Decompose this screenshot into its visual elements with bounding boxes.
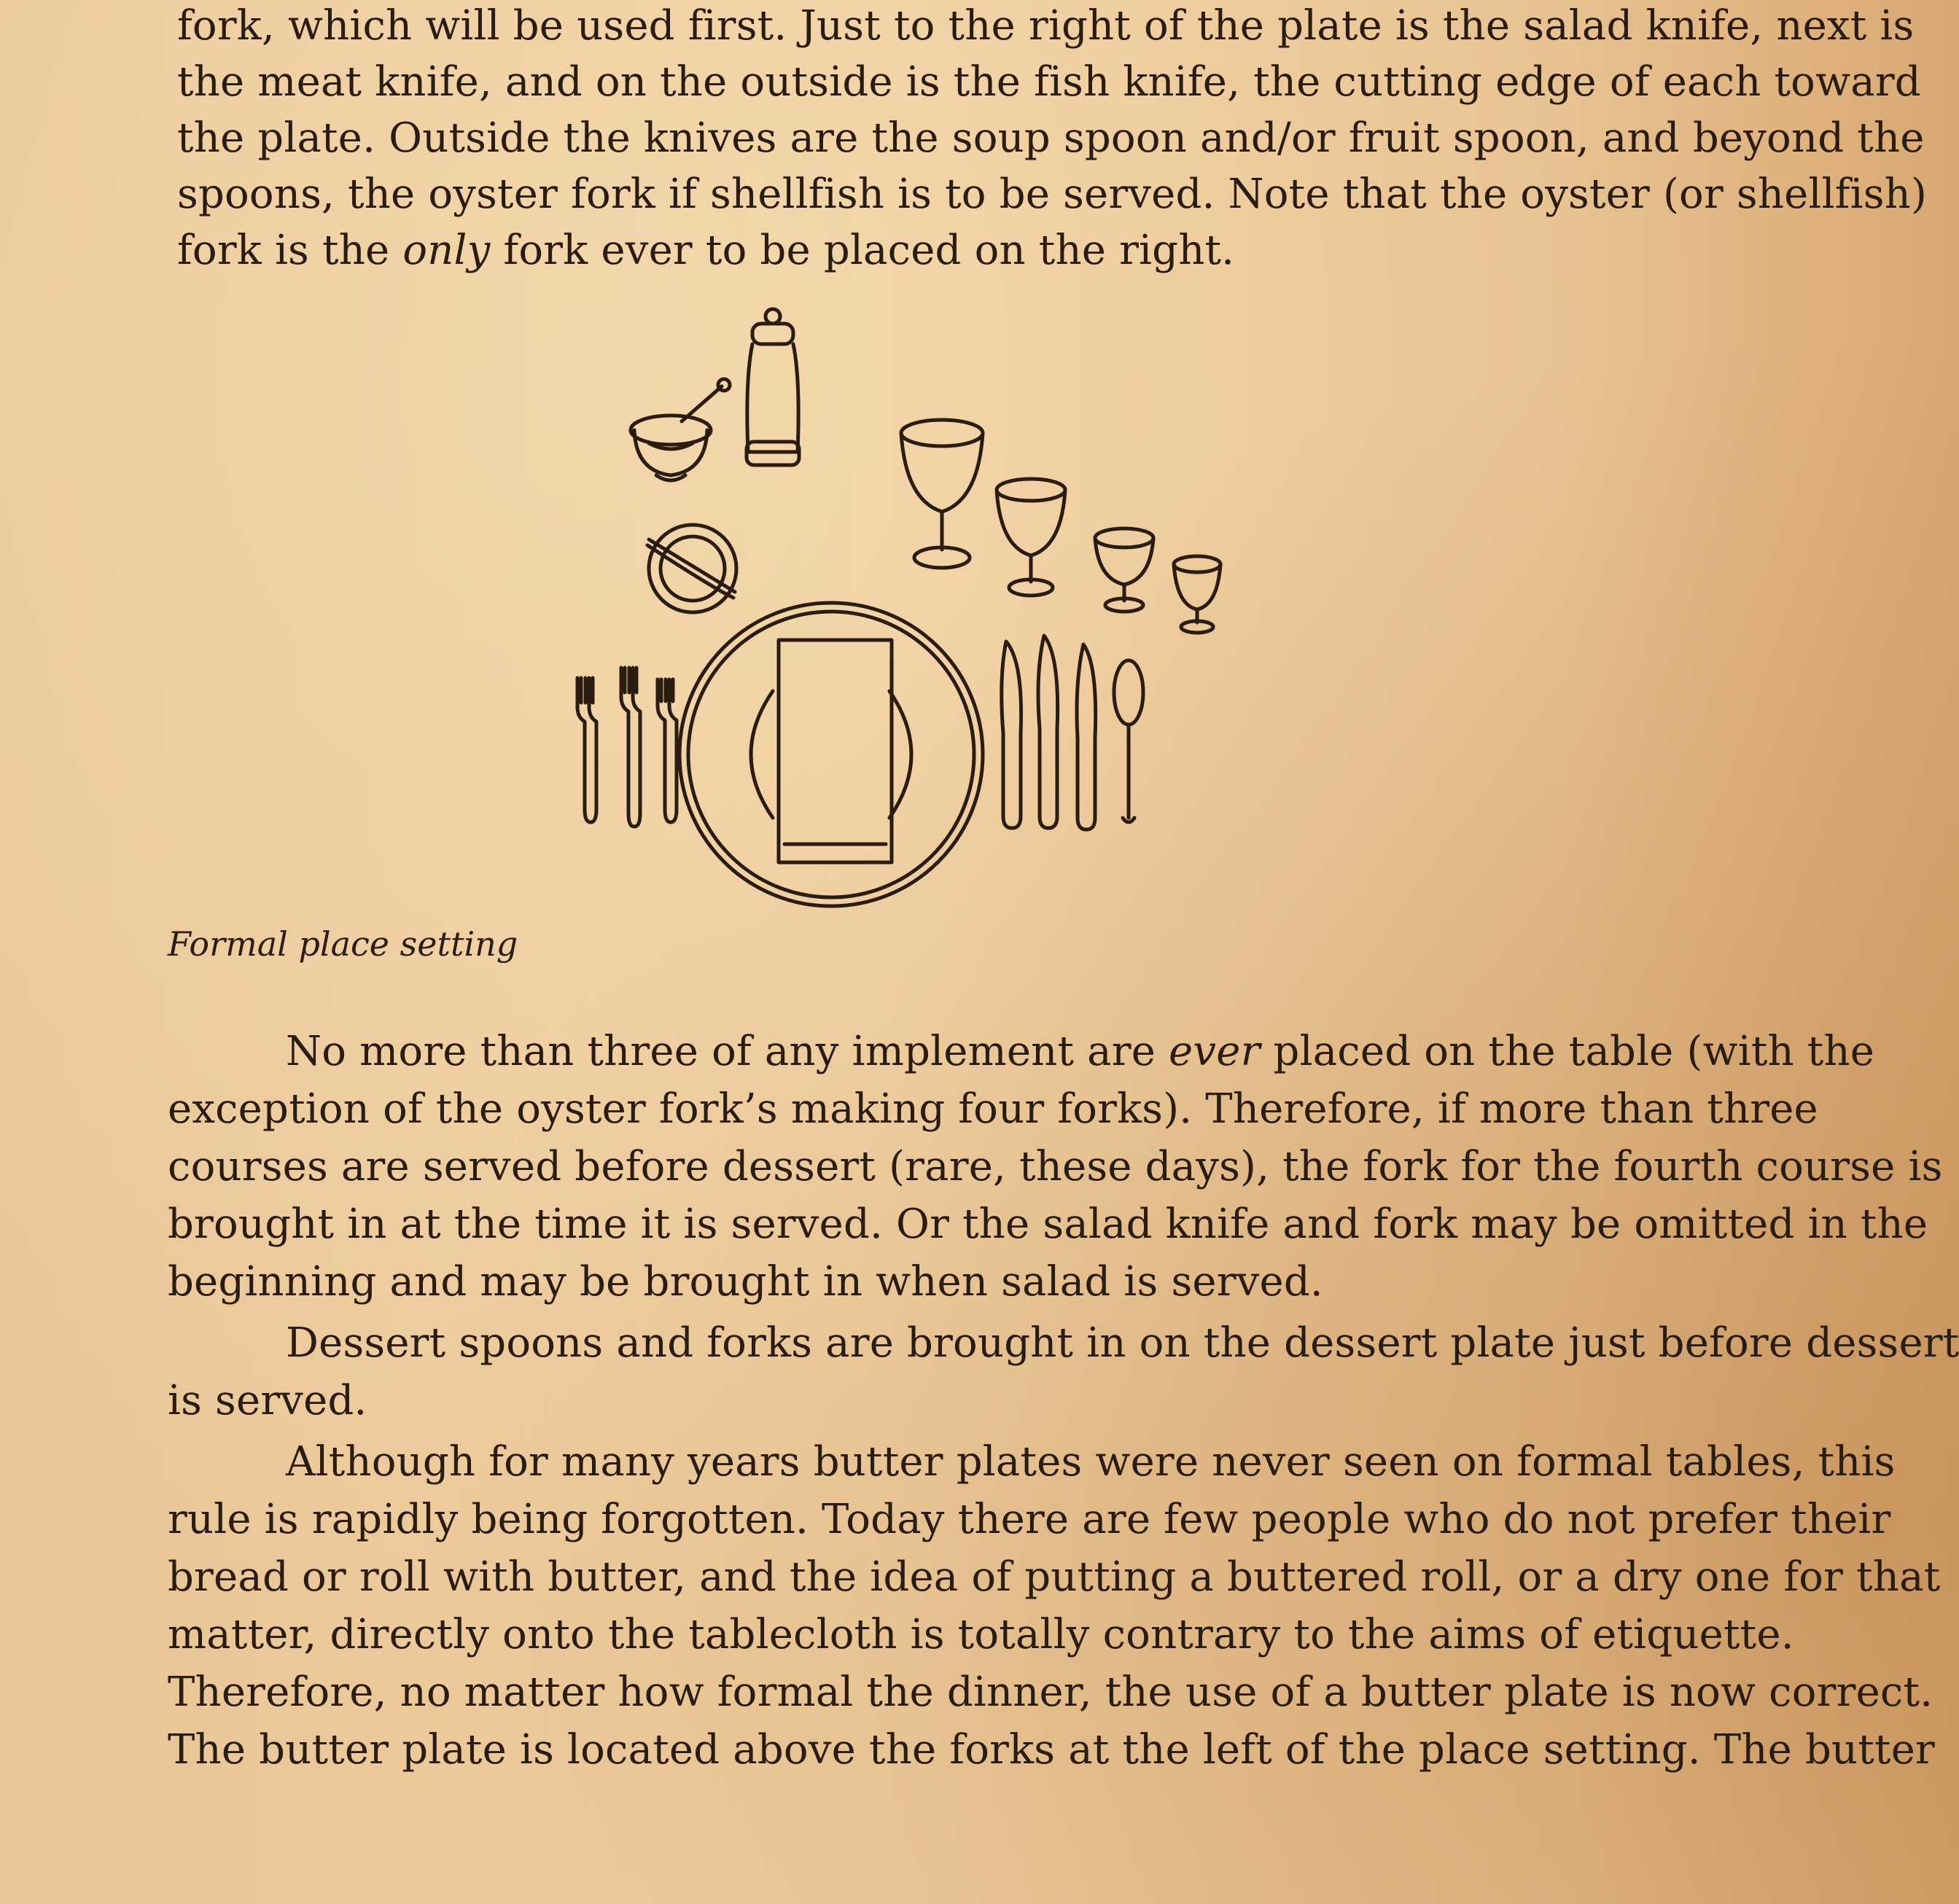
pepper-shaker-icon	[747, 309, 799, 465]
butter-plate-icon	[647, 525, 736, 612]
text-line: The butter plate is located above the forks at the left of the place setting. The butter	[168, 1726, 1936, 1774]
text-fragment: No more than three of any implement are	[286, 1028, 1169, 1075]
text-line: brought in at the time it is served. Or the salad knife and fork may be omitted in the	[168, 1201, 1928, 1248]
salt-cellar-icon	[631, 379, 730, 480]
emphasis-text: ever	[1169, 1028, 1261, 1075]
text-line	[286, 1028, 1875, 1075]
text-line: matter, directly onto the tablecloth is totally contrary to the aims of etiquette.	[168, 1611, 1794, 1658]
wine-glass-icon	[997, 479, 1065, 596]
text-line: spoons, the oyster fork if shellfish is to be served. Note that the oyster (or shellfish)	[177, 171, 1927, 218]
text-line: Dessert spoons and forks are brought in on the dessert plate just before dessert	[286, 1319, 1959, 1367]
emphasis-text: only	[402, 227, 491, 274]
text-line: Although for many years butter plates were never seen on formal tables, this	[286, 1438, 1896, 1486]
text-fragment: fork is the	[177, 227, 403, 274]
text-line: courses are served before dessert (rare, these days), the fork for the fourth course is	[168, 1143, 1943, 1190]
text-line: exception of the oyster fork’s making four forks). Therefore, if more than three	[168, 1085, 1818, 1133]
forks-icon	[577, 668, 677, 827]
place-setting-illustration	[561, 299, 1239, 926]
text-line: the meat knife, and on the outside is the fish knife, the cutting edge of each toward	[177, 58, 1921, 106]
napkin-icon	[779, 640, 892, 862]
text-line: bread or roll with butter, and the idea of putting a buttered roll, or a dry one for that	[168, 1553, 1941, 1601]
text-line	[177, 227, 1235, 274]
text-line: Therefore, no matter how formal the dinner, the use of a butter plate is now correct.	[168, 1669, 1933, 1716]
water-goblet-icon	[901, 420, 983, 568]
text-fragment: fork ever to be placed on the right.	[490, 227, 1235, 274]
spoon-icon	[1114, 660, 1143, 822]
knives-icon	[1002, 636, 1096, 830]
cordial-glass-icon	[1174, 556, 1220, 633]
text-line: rule is rapidly being forgotten. Today there are few people who do not prefer their	[168, 1496, 1891, 1543]
text-line: is served.	[168, 1377, 367, 1424]
figure-caption: Formal place setting	[168, 924, 518, 964]
text-line: fork, which will be used first. Just to the right of the plate is the salad knife, next is	[177, 2, 1915, 50]
sherry-glass-icon	[1095, 528, 1153, 612]
text-line: the plate. Outside the knives are the soup spoon and/or fruit spoon, and beyond the	[177, 114, 1925, 162]
text-fragment: placed on the table (with the	[1260, 1028, 1875, 1075]
text-line: beginning and may be brought in when salad is served.	[168, 1258, 1323, 1306]
